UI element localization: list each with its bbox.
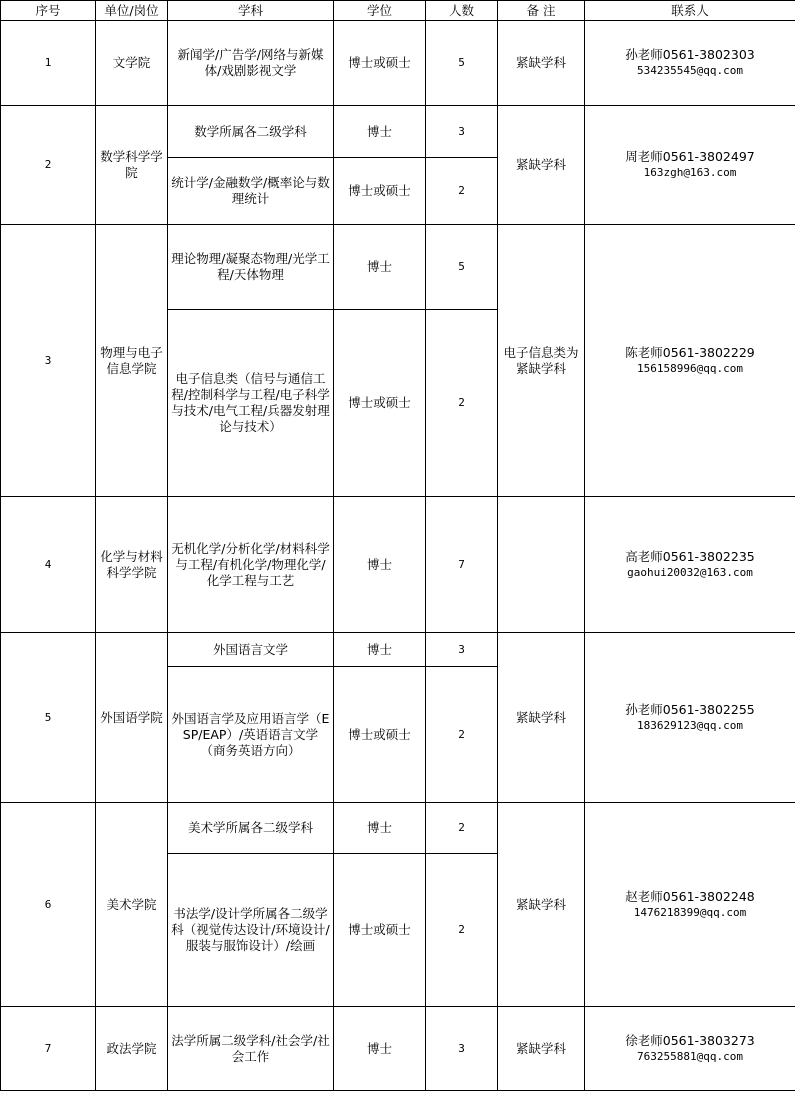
contact-email: 763255881@qq.com [637, 1049, 743, 1063]
contact-email: 156158996@qq.com [637, 361, 743, 375]
unit-cell: 化学与材料科学学院 [96, 497, 168, 633]
seq-cell: 1 [1, 21, 96, 106]
note-cell: 紧缺学科 [498, 21, 585, 106]
header-subject: 学科 [168, 1, 334, 21]
contact-cell [585, 21, 795, 106]
contact-cell [585, 1007, 795, 1091]
contact-email: 183629123@qq.com [637, 718, 743, 732]
degree-cell: 博士或硕士 [334, 310, 426, 497]
degree-cell: 博士 [334, 106, 426, 158]
contact-email: gaohui20032@163.com [627, 565, 753, 579]
unit-cell: 美术学院 [96, 803, 168, 1007]
table-row [1, 21, 795, 106]
subject-cell: 美术学所属各二级学科 [168, 803, 334, 854]
contact-phone: 徐老师0561-3803273 [625, 1032, 755, 1048]
note-cell: 紧缺学科 [498, 106, 585, 225]
table-row [1, 225, 795, 310]
unit-cell: 外国语学院 [96, 633, 168, 803]
subject-cell: 电子信息类（信号与通信工程/控制科学与工程/电子科学与技术/电气工程/兵器发射理论与技术） [168, 310, 334, 497]
header-row [1, 1, 795, 21]
degree-cell: 博士或硕士 [334, 667, 426, 803]
contact-cell [585, 803, 795, 1007]
note-cell [498, 497, 585, 633]
seq-cell: 2 [1, 106, 96, 225]
contact-phone: 赵老师0561-3802248 [625, 888, 755, 904]
seq-cell: 5 [1, 633, 96, 803]
header-note: 备 注 [498, 1, 585, 21]
subject-cell: 无机化学/分析化学/材料科学与工程/有机化学/物理化学/化学工程与工艺 [168, 497, 334, 633]
seq-cell: 4 [1, 497, 96, 633]
contact-phone: 陈老师0561-3802229 [625, 344, 755, 360]
count-cell: 2 [426, 854, 498, 1007]
contact-email: 1476218399@qq.com [633, 905, 747, 919]
unit-cell: 政法学院 [96, 1007, 168, 1091]
degree-cell: 博士或硕士 [334, 854, 426, 1007]
contact-phone: 高老师0561-3802235 [625, 548, 755, 564]
contact-phone: 孙老师0561-3802255 [625, 701, 755, 717]
count-cell: 5 [426, 21, 498, 106]
count-cell: 3 [426, 633, 498, 667]
header-seq: 序号 [1, 1, 96, 21]
seq-cell: 7 [1, 1007, 96, 1091]
degree-cell: 博士或硕士 [334, 158, 426, 225]
subject-cell: 书法学/设计学所属各二级学科（视觉传达设计/环境设计/服装与服饰设计）/绘画 [168, 854, 334, 1007]
subject-cell: 法学所属二级学科/社会学/社会工作 [168, 1007, 334, 1091]
subject-cell: 外国语言学及应用语言学（ESP/EAP）/英语语言文学（商务英语方向） [168, 667, 334, 803]
note-cell: 电子信息类为紧缺学科 [498, 225, 585, 497]
header-unit: 单位/岗位 [96, 1, 168, 21]
count-cell: 2 [426, 667, 498, 803]
unit-cell: 物理与电子信息学院 [96, 225, 168, 497]
degree-cell: 博士 [334, 633, 426, 667]
header-contact: 联系人 [585, 1, 795, 21]
count-cell: 2 [426, 310, 498, 497]
contact-cell [585, 106, 795, 225]
table-row [1, 633, 795, 667]
table-row [1, 803, 795, 854]
count-cell: 2 [426, 803, 498, 854]
subject-cell: 统计学/金融数学/概率论与数理统计 [168, 158, 334, 225]
table-row [1, 106, 795, 158]
seq-cell: 6 [1, 803, 96, 1007]
degree-cell: 博士或硕士 [334, 21, 426, 106]
note-cell: 紧缺学科 [498, 633, 585, 803]
table-row [1, 497, 795, 633]
count-cell: 3 [426, 1007, 498, 1091]
header-degree: 学位 [334, 1, 426, 21]
contact-cell [585, 633, 795, 803]
seq-cell: 3 [1, 225, 96, 497]
count-cell: 5 [426, 225, 498, 310]
contact-cell [585, 497, 795, 633]
count-cell: 2 [426, 158, 498, 225]
header-count: 人数 [426, 1, 498, 21]
subject-cell: 理论物理/凝聚态物理/光学工程/天体物理 [168, 225, 334, 310]
contact-phone: 孙老师0561-3802303 [625, 47, 755, 62]
count-cell: 3 [426, 106, 498, 158]
count-cell: 7 [426, 497, 498, 633]
contact-cell [585, 225, 795, 497]
unit-cell: 数学科学学院 [96, 106, 168, 225]
contact-email: 534235545@qq.com [637, 64, 743, 77]
contact-email: 163zgh@163.com [643, 166, 737, 179]
subject-cell: 新闻学/广告学/网络与新媒体/戏剧影视文学 [168, 21, 334, 106]
degree-cell: 博士 [334, 497, 426, 633]
unit-cell: 文学院 [96, 21, 168, 106]
note-cell: 紧缺学科 [498, 803, 585, 1007]
degree-cell: 博士 [334, 225, 426, 310]
table-row [1, 1007, 795, 1091]
degree-cell: 博士 [334, 1007, 426, 1091]
note-cell: 紧缺学科 [498, 1007, 585, 1091]
degree-cell: 博士 [334, 803, 426, 854]
contact-phone: 周老师0561-3802497 [625, 149, 755, 164]
subject-cell: 外国语言文学 [168, 633, 334, 667]
subject-cell: 数学所属各二级学科 [168, 106, 334, 158]
